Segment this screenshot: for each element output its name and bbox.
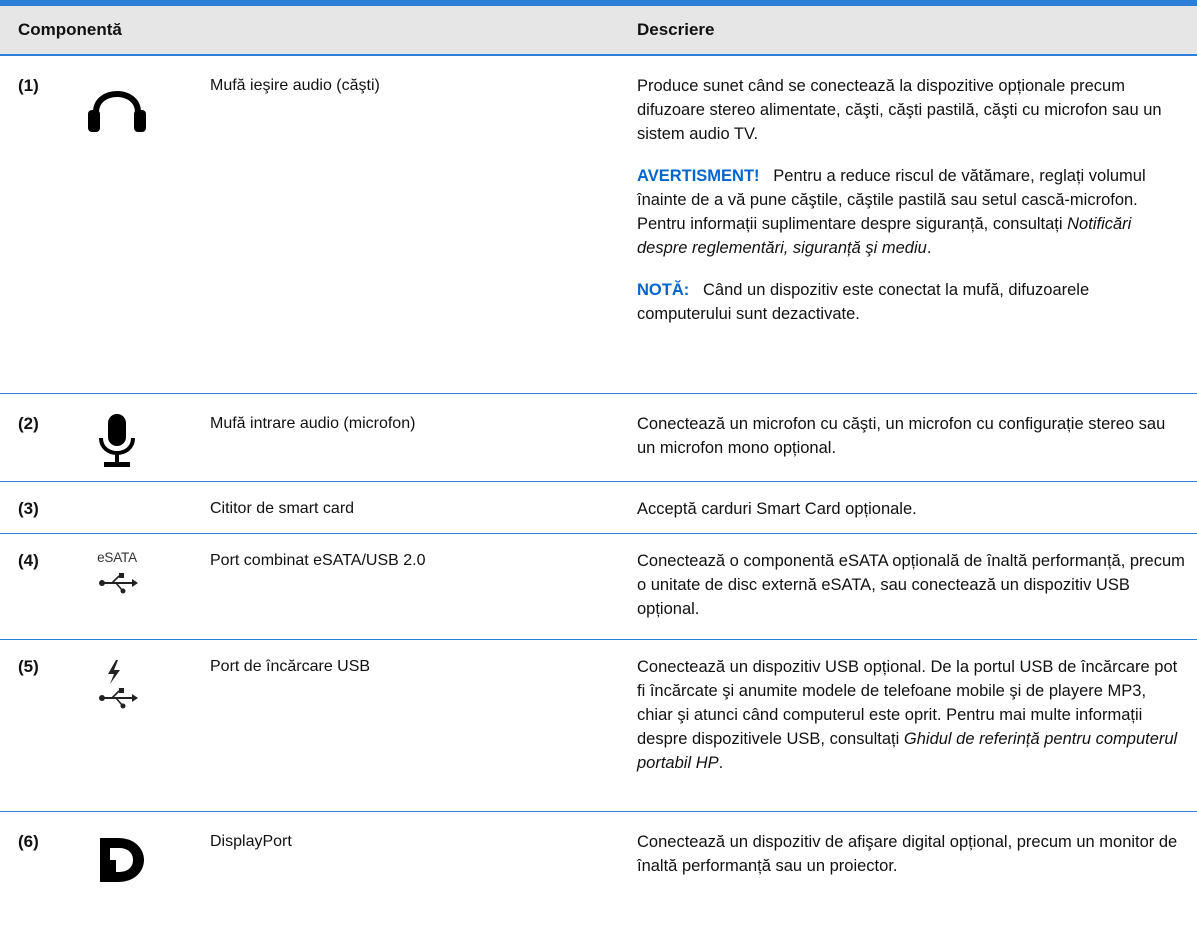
table-row bbox=[0, 640, 1197, 812]
header-description: Descriere bbox=[637, 20, 715, 39]
esata-label: eSATA bbox=[97, 550, 137, 565]
esata-usb-icon bbox=[72, 550, 162, 612]
table-row bbox=[0, 394, 1197, 482]
note-text: Când un dispozitiv este conectat la mufă, difuzoarele computerului sunt dezactivate. bbox=[637, 281, 1090, 323]
warning-reference: Notificări despre reglementări, siguranță şi mediu bbox=[637, 215, 1132, 257]
component-name: Mufă intrare audio (microfon) bbox=[210, 415, 416, 432]
row-number: (3) bbox=[18, 499, 39, 518]
description-text: Conectează o componentă eSATA opțională de înaltă performanță, precum o unitate de disc externă eSATA, sau conectează un dispozitiv USB opțional. bbox=[637, 552, 1185, 618]
note-paragraph bbox=[637, 278, 1185, 326]
header-component: Componentă bbox=[18, 20, 122, 39]
table-header bbox=[0, 6, 1197, 54]
description-cell bbox=[637, 412, 1185, 460]
description-reference: Ghidul de referință pentru computerul portabil HP bbox=[637, 730, 1178, 772]
row-number: (5) bbox=[18, 657, 39, 676]
headphones-icon bbox=[72, 78, 162, 138]
description-text: Produce sunet când se conectează la dispozitive opționale precum difuzoare stereo alimentate, căşti, căşti pastilă, căşti cu microfon sau un sistem audio TV. bbox=[637, 77, 1162, 143]
warning-label: AVERTISMENT! bbox=[637, 167, 760, 185]
table-row bbox=[0, 534, 1197, 640]
row-number: (6) bbox=[18, 832, 39, 851]
description-text bbox=[637, 655, 1185, 775]
description-cell bbox=[637, 74, 1185, 326]
row-number: (2) bbox=[18, 414, 39, 433]
table-row bbox=[0, 812, 1197, 922]
description-cell bbox=[637, 497, 1185, 521]
description-body: Conectează un dispozitiv USB opțional. De la portul USB de încărcare pot fi încărcate şi anumite modele de telefoane mobile şi de playere MP3, chiar şi atunci când computerul este oprit. Pentru mai multe informații despre dispozitivele USB, consultați bbox=[637, 658, 1178, 748]
displayport-icon bbox=[72, 830, 162, 890]
description-text: Conectează un dispozitiv de afişare digital opțional, precum un monitor de înaltă performanță sau un proiector. bbox=[637, 833, 1178, 875]
description-text: Acceptă carduri Smart Card opționale. bbox=[637, 500, 917, 518]
component-name: Port de încărcare USB bbox=[210, 658, 371, 675]
description-text: Conectează un microfon cu căşti, un microfon cu configurație stereo sau un microfon mono opțional. bbox=[637, 415, 1166, 457]
component-name: Mufă ieşire audio (căşti) bbox=[210, 77, 380, 94]
row-number: (1) bbox=[18, 76, 39, 95]
description-cell bbox=[637, 655, 1185, 775]
component-name: DisplayPort bbox=[210, 833, 292, 850]
microphone-icon bbox=[72, 410, 162, 472]
table-row bbox=[0, 482, 1197, 534]
row-number: (4) bbox=[18, 551, 39, 570]
component-name: Cititor de smart card bbox=[210, 500, 355, 517]
description-cell bbox=[637, 830, 1185, 878]
warning-end: . bbox=[926, 239, 932, 257]
description-end: . bbox=[718, 754, 724, 772]
table-row bbox=[0, 56, 1197, 394]
warning-paragraph bbox=[637, 164, 1185, 260]
note-label: NOTĂ: bbox=[637, 281, 690, 299]
description-cell bbox=[637, 549, 1185, 621]
usb-charging-icon bbox=[72, 658, 162, 714]
warning-text: Pentru a reduce riscul de vătămare, reglați volumul înainte de a vă pune căştile, căştile pastilă sau setul cască-microfon. Pentru informații suplimentare despre siguranță, consultați bbox=[637, 167, 1146, 233]
component-name: Port combinat eSATA/USB 2.0 bbox=[210, 552, 426, 569]
